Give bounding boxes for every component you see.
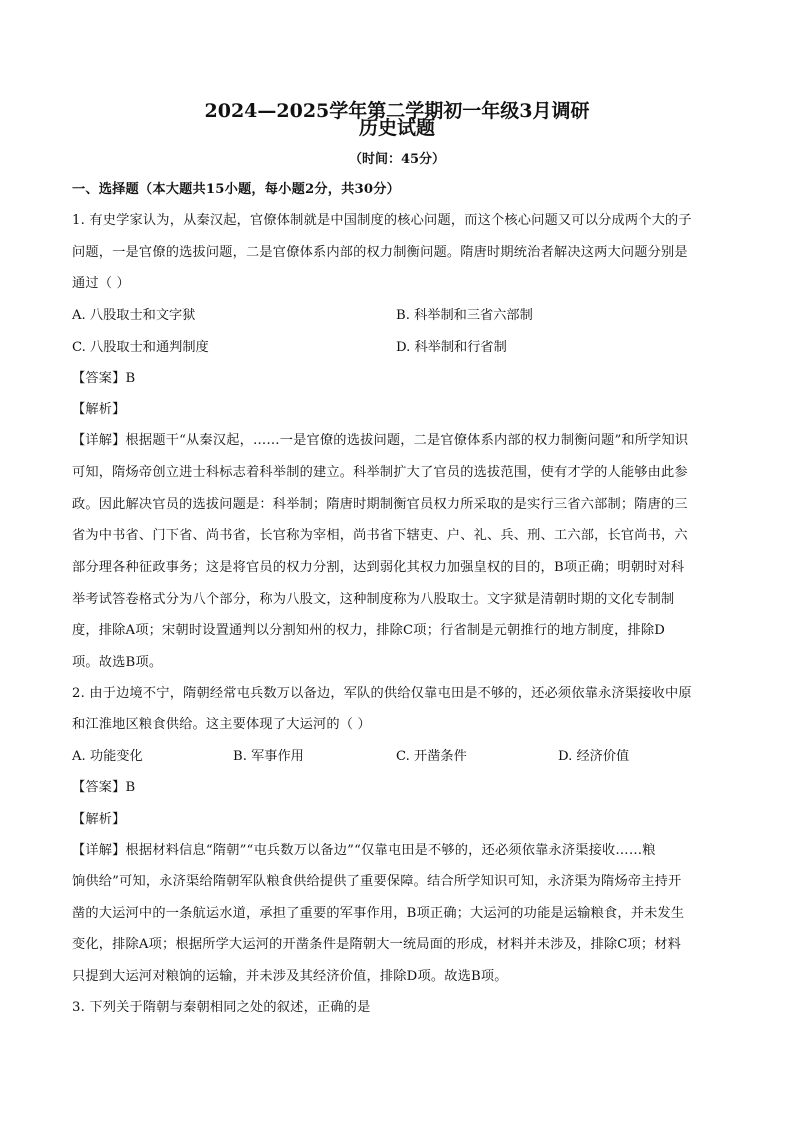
q1-detail-line-7: 度，排除A项；宋朝时设置通判以分割知州的权力，排除C项；行省制是元朝推行的地方制度，排除D (72, 623, 666, 638)
q2-detail-line-3: 凿的大运河中的一条航运水道，承担了重要的军事作用，B项正确；大运河的功能是运输粮食，并未发生 (72, 906, 685, 921)
q2-answer: 【答案】B (72, 780, 136, 795)
q1-option-d: D. 科举制和行省制 (396, 340, 507, 355)
q1-stem-line-2: 问题，一是官僚的选拔问题，二是官僚体系内部的权力制衡问题。隋唐时期统治者解决这两大问题分别是 (72, 245, 688, 260)
q2-detail-line-2: 饷供给”可知，永济渠给隋朝军队粮食供给提供了重要保障。结合所学知识可知，永济渠为隋炀帝主持开 (72, 874, 682, 889)
q2-stem-line-2: 和江淮地区粮食供给。这主要体现了大运河的（ ） (72, 717, 371, 732)
q3-stem-line-1: 3. 下列关于隋朝与秦朝相同之处的叙述，正确的是 (72, 1000, 371, 1015)
subject-title: 历史试题 (358, 117, 435, 139)
q2-analysis-label: 【解析】 (72, 812, 126, 827)
q1-option-c: C. 八股取士和通判制度 (72, 340, 209, 355)
q1-stem-line-3: 通过（ ） (72, 276, 130, 291)
q1-detail-line-4: 省为中书省、门下省、尚书省，长官称为宰相，尚书省下辖吏、户、礼、兵、刑、工六部，长官尚书，六 (72, 528, 688, 543)
q1-detail-line-8: 项。故选B项。 (72, 655, 163, 670)
q1-answer: 【答案】B (72, 371, 136, 386)
q2-detail-line-4: 变化，排除A项；根据所学大运河的开凿条件是隋朝大一统局面的形成，材料并未涉及，排除C项；材料 (72, 937, 682, 952)
q2-stem-line-1: 2. 由于边境不宁，隋朝经常屯兵数万以备边，军队的供给仅靠屯田是不够的，还必须依靠永济渠接收中原 (72, 686, 692, 701)
q2-detail-line-5: 只提到大运河对粮饷的运输，并未涉及其经济价值，排除D项。故选B项。 (72, 969, 508, 984)
q1-analysis-label: 【解析】 (72, 402, 126, 417)
q1-option-a: A. 八股取士和文字狱 (72, 308, 196, 323)
q1-stem-line-1: 1. 有史学家认为，从秦汉起，官僚体制就是中国制度的核心问题，而这个核心问题又可以分成两个大的子 (72, 213, 692, 228)
q1-option-b: B. 科举制和三省六部制 (396, 308, 533, 323)
q1-detail-line-3: 政。因此解决官员的选拔问题是：科举制；隋唐时期制衡官员权力所采取的是实行三省六部制；隋唐的三 (72, 497, 688, 512)
section-heading: 一、选择题（本大题共15小题，每小题2分，共30分） (72, 182, 401, 197)
q1-detail-line-5: 部分理各种征政事务；这是将官员的权力分割，达到弱化其权力加强皇权的目的，B项正确；明朝时对科 (72, 560, 685, 575)
q1-detail-line-1: 【详解】根据题干“从秦汉起，……一是官僚的选拔问题，二是官僚体系内部的权力制衡问题”和所学知识 (72, 433, 689, 448)
time-info: （时间：45分） (348, 152, 446, 167)
q2-option-c: C. 开凿条件 (396, 749, 467, 764)
q2-option-a: A. 功能变化 (72, 749, 143, 764)
q2-detail-line-1: 【详解】根据材料信息“隋朝”“屯兵数万以备边”“仅靠屯田是不够的，还必须依靠永济渠接收……粮 (72, 843, 656, 858)
q2-option-b: B. 军事作用 (233, 749, 304, 764)
q1-detail-line-6: 举考试答卷格式分为八个部分，称为八股文，这种制度称为八股取士。文字狱是清朝时期的文化专制制 (72, 592, 675, 607)
q2-option-d: D. 经济价值 (558, 749, 630, 764)
exam-title: 2024—2025学年第二学期初一年级3月调研 (204, 100, 590, 122)
q1-detail-line-2: 可知，隋炀帝创立进士科标志着科举制的建立。科举制扩大了官员的选拔范围，使有才学的人能够由此参 (72, 465, 688, 480)
